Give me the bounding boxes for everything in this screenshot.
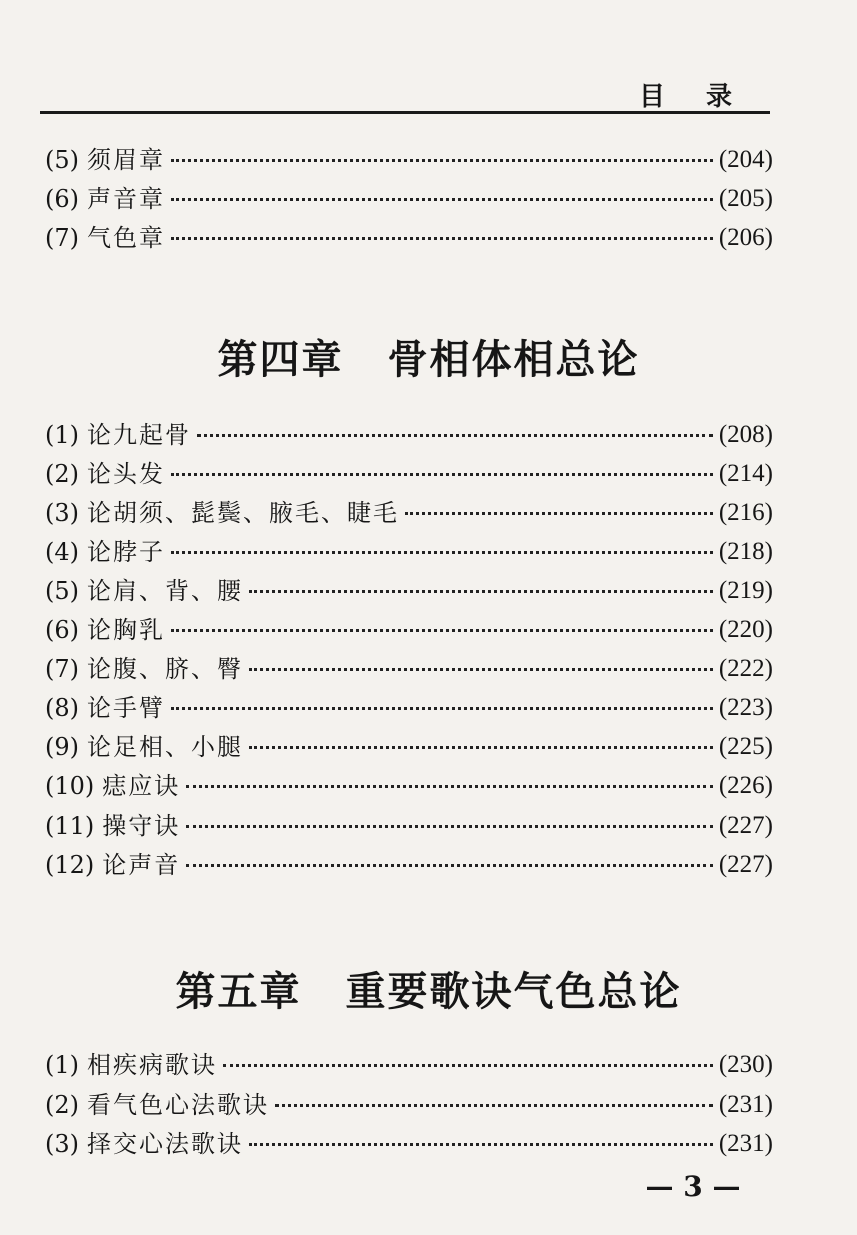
entry-title: 论九起骨 <box>87 421 191 449</box>
toc-entry <box>45 456 773 492</box>
dot-leader <box>275 1104 713 1107</box>
toc-entry <box>45 847 773 883</box>
dot-leader <box>249 1143 713 1146</box>
entry-page: (226) <box>718 772 773 799</box>
chapter-label: 第四章 <box>217 336 344 383</box>
entry-page: (222) <box>718 655 773 682</box>
entry-title: 看气色心法歌诀 <box>87 1091 269 1119</box>
entry-number: (5) <box>45 146 79 174</box>
chapter-heading <box>0 328 857 385</box>
dot-leader <box>171 237 713 240</box>
toc-entry <box>45 1126 773 1162</box>
toc-entry <box>45 417 773 453</box>
entry-title: 择交心法歌诀 <box>87 1130 243 1158</box>
header-rule <box>40 111 770 114</box>
dot-leader <box>186 785 713 788</box>
dot-leader <box>249 668 713 671</box>
entry-page: (220) <box>718 616 773 643</box>
toc-entry <box>45 729 773 765</box>
entry-title: 痣应诀 <box>102 772 181 800</box>
entry-page: (231) <box>718 1091 773 1118</box>
chapter-title: 骨相体相总论 <box>387 336 640 383</box>
entry-title: 论足相、小腿 <box>87 733 243 761</box>
entry-number: (11) <box>45 812 95 840</box>
entry-title: 须眉章 <box>87 146 165 174</box>
entry-title: 论肩、背、腰 <box>87 577 243 605</box>
toc-entry <box>45 573 773 609</box>
dot-leader <box>186 825 713 828</box>
entry-page: (227) <box>718 851 773 878</box>
entry-page: (219) <box>718 577 773 604</box>
dot-leader <box>171 198 713 201</box>
entry-page: (227) <box>718 812 773 839</box>
entry-page: (216) <box>718 499 773 526</box>
dot-leader <box>171 473 713 476</box>
toc-entry <box>45 220 773 256</box>
toc-entry <box>45 142 773 178</box>
entry-title: 操守诀 <box>102 812 181 840</box>
entry-title: 声音章 <box>87 185 165 213</box>
entry-page: (204) <box>718 146 773 173</box>
toc-entry <box>45 612 773 648</box>
dot-leader <box>171 707 713 710</box>
dot-leader <box>223 1064 713 1067</box>
entry-number: (8) <box>45 694 79 722</box>
entry-number: (2) <box>45 460 79 488</box>
entry-page: (230) <box>718 1051 773 1078</box>
dot-leader <box>171 159 713 162</box>
dot-leader <box>197 434 713 437</box>
entry-number: (6) <box>45 185 79 213</box>
toc-entry <box>45 534 773 570</box>
chapter-heading <box>0 960 857 1017</box>
entry-number: (2) <box>45 1091 79 1119</box>
entry-number: (7) <box>45 655 79 683</box>
entry-number: (3) <box>45 1130 79 1158</box>
toc-entry <box>45 181 773 217</box>
entry-title: 论胸乳 <box>87 616 165 644</box>
entry-page: (205) <box>718 185 773 212</box>
entry-number: (1) <box>45 1051 79 1079</box>
entry-page: (218) <box>718 538 773 565</box>
entry-title: 论脖子 <box>87 538 165 566</box>
toc-entry <box>45 1087 773 1123</box>
running-title: 目 录 <box>638 82 748 112</box>
toc-entry <box>45 690 773 726</box>
entry-page: (206) <box>718 224 773 251</box>
chapter-title: 重要歌诀气色总论 <box>345 968 682 1015</box>
dot-leader <box>405 512 713 515</box>
dot-leader <box>249 590 713 593</box>
entry-number: (3) <box>45 499 79 527</box>
dot-leader <box>186 864 713 867</box>
entry-title: 论胡须、髭鬓、腋毛、睫毛 <box>87 499 399 527</box>
entry-number: (6) <box>45 616 79 644</box>
entry-title: 论腹、脐、臀 <box>87 655 243 683</box>
entry-page: (208) <box>718 421 773 448</box>
dot-leader <box>171 551 713 554</box>
running-header <box>40 70 770 114</box>
toc-entry <box>45 768 773 804</box>
entry-page: (225) <box>718 733 773 760</box>
chapter-label: 第五章 <box>175 968 302 1015</box>
toc-entry <box>45 1047 773 1083</box>
entry-title: 相疾病歌诀 <box>87 1051 217 1079</box>
page-number: — 3 — <box>645 1170 741 1203</box>
entry-page: (214) <box>718 460 773 487</box>
toc-entry <box>45 808 773 844</box>
entry-page: (231) <box>718 1130 773 1157</box>
entry-title: 气色章 <box>87 224 165 252</box>
entry-title: 论头发 <box>87 460 165 488</box>
entry-number: (10) <box>45 772 95 800</box>
entry-page: (223) <box>718 694 773 721</box>
dot-leader <box>249 746 713 749</box>
entry-title: 论手臂 <box>87 694 165 722</box>
entry-number: (12) <box>45 851 95 879</box>
toc-entry <box>45 651 773 687</box>
toc-entry <box>45 495 773 531</box>
entry-number: (9) <box>45 733 79 761</box>
entry-number: (5) <box>45 577 79 605</box>
dot-leader <box>171 629 713 632</box>
entry-number: (4) <box>45 538 79 566</box>
entry-number: (7) <box>45 224 79 252</box>
entry-title: 论声音 <box>102 851 181 879</box>
entry-number: (1) <box>45 421 79 449</box>
